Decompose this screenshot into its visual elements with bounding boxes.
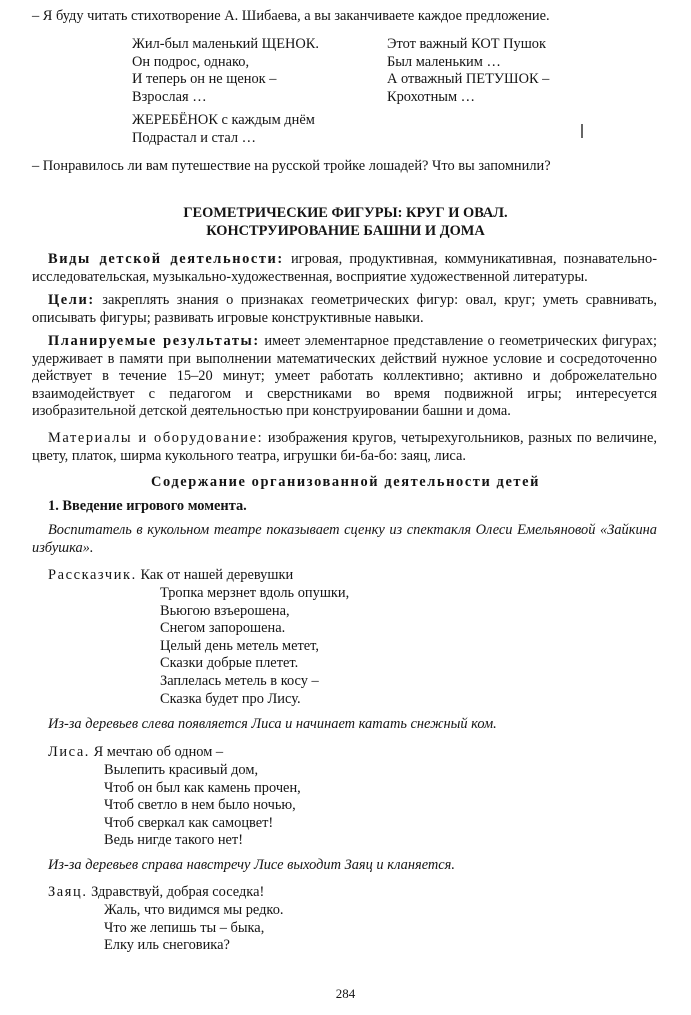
hare-verse bbox=[104, 902, 284, 955]
poem-line: Крохотным … bbox=[387, 88, 476, 105]
verse-line: Вылепить красивый дом, bbox=[104, 762, 259, 778]
poem-line: Жил-был маленький ЩЕНОК. bbox=[132, 36, 319, 52]
fox-first-text: Я мечтаю об одном – bbox=[90, 744, 224, 760]
stage-direction-2: Из-за деревьев слева появляется Лиса и начинает катать снежный ком. bbox=[48, 716, 497, 732]
narrator-label: Рассказчик. bbox=[48, 567, 137, 583]
narrator-first-text: Как от нашей деревушки bbox=[136, 567, 294, 583]
question-line: – Понравилось ли вам путешествие на русской тройке лошадей? Что вы запомнили? bbox=[32, 158, 551, 174]
results-text: имеет элементарное представление о геометрических фигурах; удерживает в памяти при выполнении математических действий нужное условие и сосредоточенно действует в течение 15–20 минут; умеет работать коллективно; активно и доброжелательно взаимодействует с педагогом и сверстниками во время подвижной игры; интересуется изобразительной детской деятельностью при конструировании башни и дома. bbox=[32, 333, 657, 420]
section-1-heading: 1. Введение игрового момента. bbox=[48, 498, 247, 514]
verse-line: Жаль, что видимся мы редко. bbox=[104, 902, 284, 918]
goals-label: Цели: bbox=[48, 292, 95, 308]
verse-line: Ведь нигде такого нет! bbox=[104, 832, 243, 849]
verse-line: Чтоб он был как камень прочен, bbox=[104, 779, 301, 796]
verse-line: Снегом запорошена. bbox=[160, 620, 286, 637]
poem-line: И теперь он не щенок – bbox=[132, 71, 277, 88]
poem-column-2 bbox=[387, 36, 549, 106]
results-paragraph bbox=[32, 333, 657, 421]
poem-line: ЖЕРЕБЁНОК с каждым днём bbox=[132, 112, 315, 129]
materials-paragraph bbox=[32, 430, 657, 465]
verse-line: Заплелась метель в косу – bbox=[160, 672, 319, 689]
stage-direction-3: Из-за деревьев справа навстречу Лисе выходит Заяц и кланяется. bbox=[48, 857, 455, 873]
section-title-line-1: ГЕОМЕТРИЧЕСКИЕ ФИГУРЫ: КРУГ И ОВАЛ. bbox=[183, 205, 508, 221]
poem-column-1 bbox=[132, 36, 319, 148]
verse-line: Тропка мерзнет вдоль опушки, bbox=[160, 585, 350, 601]
hare-first-line bbox=[48, 884, 264, 902]
verse-line: Чтоб сверкал как самоцвет! bbox=[104, 814, 274, 831]
hare-label: Заяц. bbox=[48, 884, 88, 900]
poem-line: Был маленьким … bbox=[387, 53, 501, 70]
goals-text: закреплять знания о признаках геометрических фигур: овал, круг; уметь сравнивать, описывать фигуры; развивать игровые конструктивные навыки. bbox=[32, 292, 657, 326]
hare-first-text: Здравствуй, добрая соседка! bbox=[87, 884, 265, 900]
results-label: Планируемые результаты: bbox=[48, 333, 260, 349]
content-heading: Содержание организованной деятельности детей bbox=[151, 474, 540, 490]
fox-verse bbox=[104, 762, 301, 850]
goals-paragraph bbox=[32, 292, 657, 327]
materials-label: Материалы и оборудование: bbox=[48, 430, 264, 446]
page-number: 284 bbox=[335, 986, 356, 1001]
section-title-line-2: КОНСТРУИРОВАНИЕ БАШНИ И ДОМА bbox=[206, 223, 485, 239]
poem-line: А отважный ПЕТУШОК – bbox=[387, 71, 550, 88]
activities-text: игровая, продуктивная, коммуникативная, познавательно-исследовательская, музыкально-художественная, восприятие художественной литературы. bbox=[32, 251, 657, 285]
poem-line: Он подрос, однако, bbox=[132, 53, 250, 70]
poem-line: Взрослая … bbox=[132, 88, 207, 105]
verse-line: Целый день метель метет, bbox=[160, 637, 319, 654]
verse-line: Чтоб светло в нем было ночью, bbox=[104, 797, 296, 814]
verse-line: Сказка будет про Лису. bbox=[160, 690, 301, 707]
narrator-first-line bbox=[48, 567, 293, 585]
intro-line: – Я буду читать стихотворение А. Шибаева, а вы заканчиваете каждое предложение. bbox=[32, 8, 550, 24]
verse-line: Сказки добрые плетет. bbox=[160, 655, 299, 672]
activities-paragraph bbox=[32, 251, 657, 286]
fox-label: Лиса. bbox=[48, 744, 91, 760]
fox-first-line bbox=[48, 744, 223, 762]
materials-text: изображения кругов, четырехугольников, разных по величине, цвету, платок, ширма кукольного театра, игрушки би-ба-бо: заяц, лиса. bbox=[32, 430, 657, 464]
poem-line: Этот важный КОТ Пушок bbox=[387, 36, 546, 52]
narrator-verse bbox=[160, 585, 349, 708]
stage-direction-1: Воспитатель в кукольном театре показывает сценку из спектакля Олеси Емельяновой «Зайкина избушка». bbox=[32, 522, 657, 556]
poem-line: Подрастал и стал … bbox=[132, 129, 257, 146]
verse-line: Что же лепишь ты – быка, bbox=[104, 919, 265, 936]
activities-label: Виды детской деятельности: bbox=[48, 251, 284, 267]
verse-line: Елку иль снеговика? bbox=[104, 937, 230, 954]
scan-mark bbox=[581, 124, 583, 138]
verse-line: Вьюгою взъерошена, bbox=[160, 602, 290, 619]
